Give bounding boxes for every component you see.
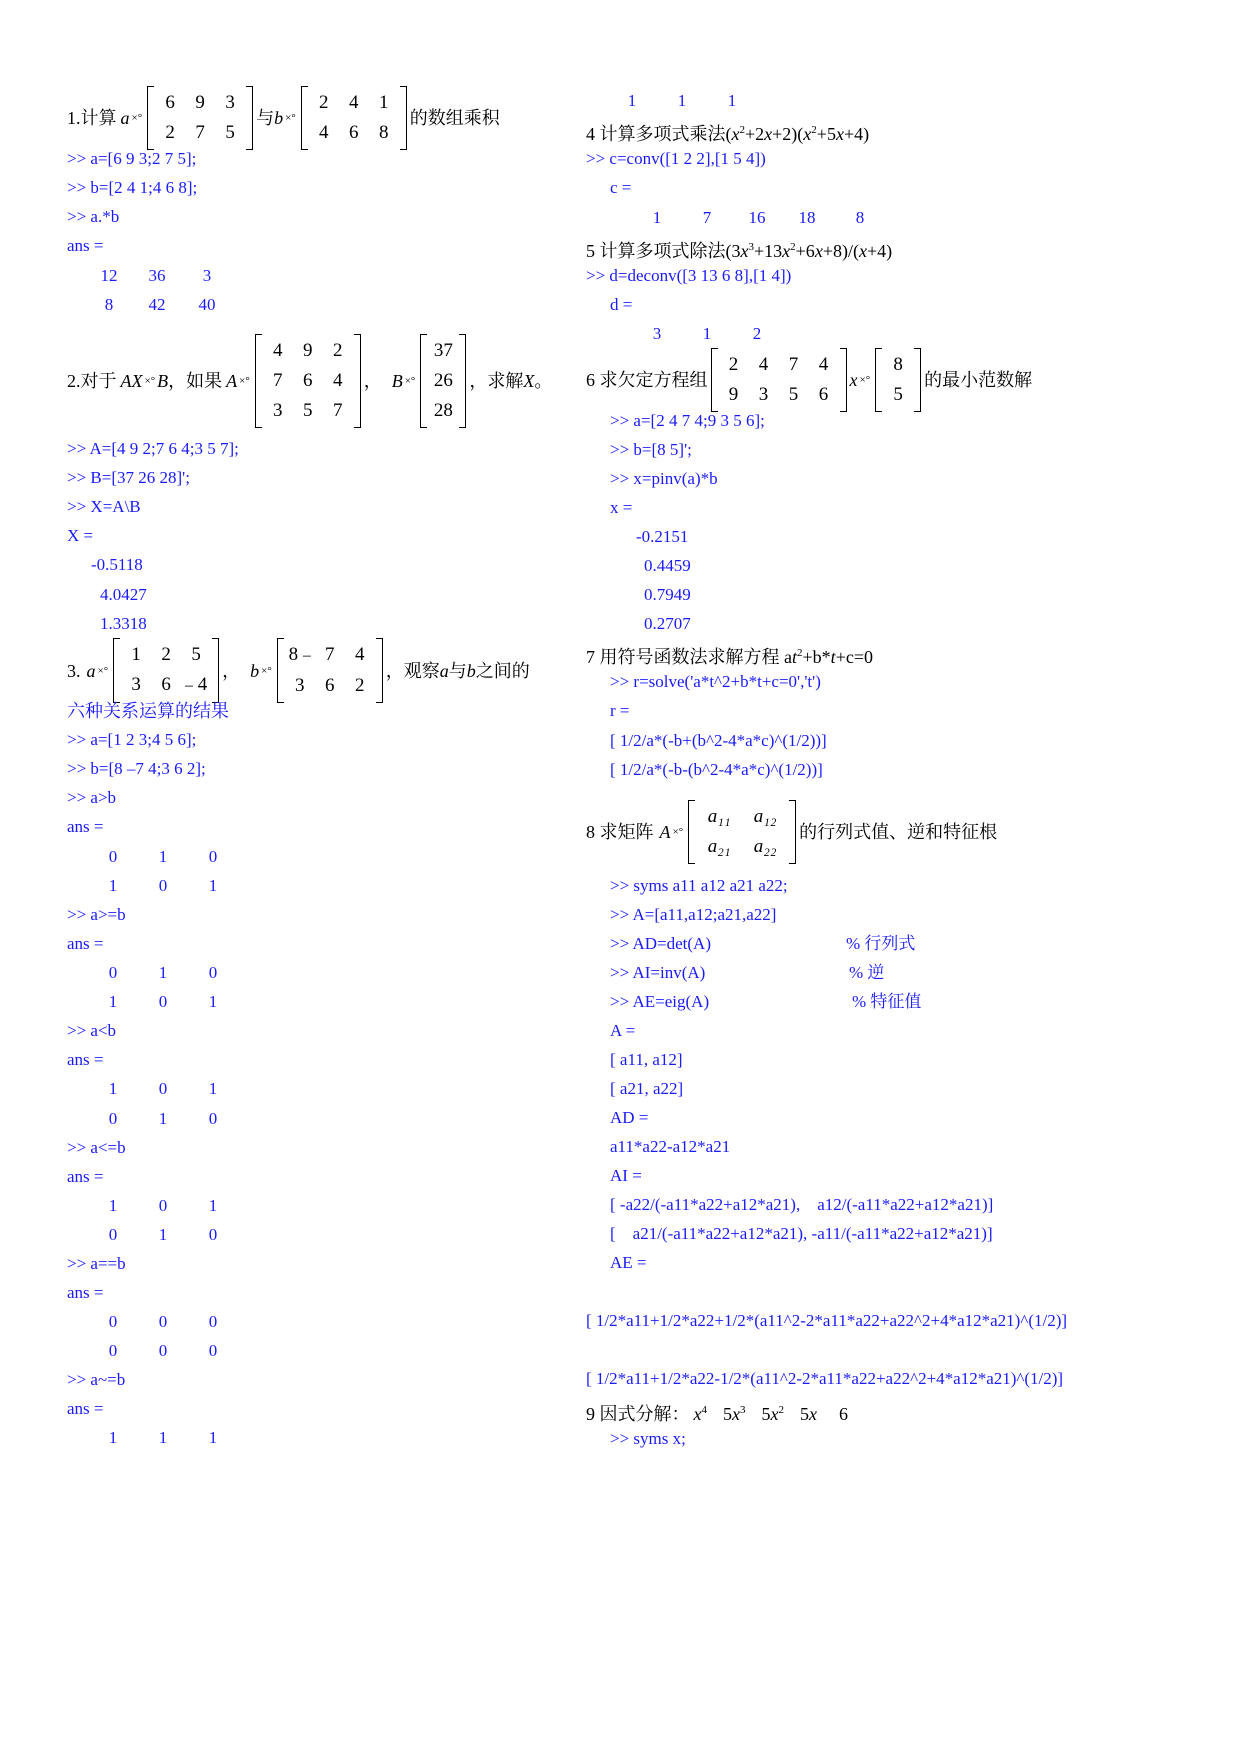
output-cell: 0 bbox=[158, 1196, 168, 1215]
question-text: ，如果 bbox=[168, 371, 223, 391]
output-label: x = bbox=[610, 498, 633, 517]
matrix-cell: 5 bbox=[191, 644, 201, 665]
output-value: 1.3318 bbox=[100, 614, 147, 633]
matrix-cell: 37 bbox=[433, 340, 453, 361]
matrix-cell bbox=[285, 640, 315, 671]
output-value: 0.2707 bbox=[644, 614, 691, 633]
output-label: ans = bbox=[67, 817, 104, 836]
matrix-cell: 3 bbox=[225, 92, 235, 113]
assign-symbol: ×° bbox=[672, 826, 684, 838]
variable: x bbox=[814, 241, 823, 261]
matrix-cell: 7 bbox=[332, 400, 343, 421]
output-cell: 1 bbox=[158, 1428, 168, 1447]
output-cell: 2 bbox=[752, 324, 762, 343]
variable: x bbox=[858, 241, 867, 261]
question-text: +8)/( bbox=[822, 241, 859, 261]
matrix-cell: 6 bbox=[302, 370, 313, 391]
variable: b bbox=[274, 108, 284, 128]
question-text: +4) bbox=[843, 124, 870, 144]
question-text: +2 bbox=[745, 124, 765, 144]
matrix-cell-value: 4 bbox=[197, 674, 208, 695]
matrix-coefficients bbox=[711, 348, 847, 412]
matrix-b bbox=[420, 334, 466, 428]
output-row bbox=[88, 962, 238, 984]
code-line: >> syms x; bbox=[610, 1429, 686, 1448]
output-cell: 1 bbox=[208, 992, 218, 1011]
variable: x bbox=[809, 1404, 817, 1424]
code-line: >> X=A\B bbox=[67, 497, 141, 516]
question-3 bbox=[67, 638, 530, 703]
code-line: >> b=[8 5]'; bbox=[610, 440, 692, 459]
matrix-cell: 4 bbox=[348, 92, 359, 113]
matrix-cell: 5 bbox=[302, 400, 313, 421]
output-row bbox=[88, 991, 238, 1013]
code-line: >> d=deconv([3 13 6 8],[1 4]) bbox=[586, 266, 792, 285]
matrix-a bbox=[113, 638, 219, 703]
variable: x bbox=[693, 1404, 702, 1424]
assign-symbol: ×° bbox=[97, 664, 109, 677]
question-2 bbox=[67, 334, 552, 428]
code-line: >> x=pinv(a)*b bbox=[610, 469, 718, 488]
matrix-cell: 9 bbox=[302, 340, 313, 361]
output-label: c = bbox=[610, 178, 632, 197]
output-cell: 0 bbox=[208, 1312, 218, 1331]
variable: x bbox=[740, 241, 749, 261]
code-comment: % 特征值 bbox=[852, 992, 922, 1011]
code-line: >> a=[2 4 7 4;9 3 5 6]; bbox=[610, 411, 765, 430]
output-cell: 0 bbox=[158, 1312, 168, 1331]
assign-symbol: ×° bbox=[131, 112, 143, 124]
assign-symbol: ×° bbox=[144, 375, 156, 387]
assign-symbol: ×° bbox=[285, 112, 296, 124]
output-value: a11*a22-a12*a21 bbox=[610, 1137, 731, 1156]
question-text: 的最小范数解 bbox=[924, 370, 1033, 390]
code-line: >> syms a11 a12 a21 a22; bbox=[610, 876, 788, 895]
output-label: ans = bbox=[67, 934, 104, 953]
output-cell: 12 bbox=[100, 266, 118, 285]
question-number: 3. bbox=[67, 660, 81, 681]
question-text-continuation: 六种关系运算的结果 bbox=[67, 701, 229, 721]
output-row bbox=[88, 1078, 238, 1100]
variable: A bbox=[659, 822, 671, 842]
variable: x bbox=[731, 124, 740, 144]
matrix-rhs bbox=[875, 348, 921, 412]
output-cell: 1 bbox=[158, 963, 168, 982]
coefficient: 5 bbox=[761, 1404, 771, 1424]
output-cell: 0 bbox=[108, 847, 118, 866]
matrix-cell: 9 bbox=[195, 92, 205, 113]
output-label: ans = bbox=[67, 1399, 104, 1418]
variable: A bbox=[226, 371, 238, 391]
output-label: ans = bbox=[67, 1283, 104, 1302]
output-cell: 1 bbox=[108, 992, 118, 1011]
output-label: ans = bbox=[67, 236, 104, 255]
matrix-cell: 6 bbox=[165, 92, 175, 113]
variable: x bbox=[732, 1404, 740, 1424]
code-line: >> a>=b bbox=[67, 905, 126, 924]
code-line: >> a>b bbox=[67, 788, 117, 807]
matrix-cell: 2 bbox=[354, 675, 365, 696]
matrix-cell: 7 bbox=[324, 644, 335, 665]
question-4: 4 计算多项式乘法$(x^2+2x+2)(x^2+5x+4)$ bbox=[586, 124, 870, 144]
output-row bbox=[86, 294, 232, 316]
output-label: ans = bbox=[67, 1050, 104, 1069]
question-7: 7 用符号函数法求解方程 $at^2+b*t+c=0$ bbox=[586, 647, 873, 667]
code-line: >> AI=inv(A) bbox=[610, 963, 706, 982]
matrix-cell: a₁₂ bbox=[753, 806, 777, 827]
output-label: X = bbox=[67, 526, 94, 545]
output-cell: 0 bbox=[158, 876, 168, 895]
matrix-cell: 2 bbox=[161, 644, 171, 665]
question-8 bbox=[586, 800, 997, 864]
separator: ， bbox=[363, 371, 382, 391]
output-cell: 40 bbox=[198, 295, 216, 314]
code-line: >> a=[1 2 3;4 5 6]; bbox=[67, 730, 197, 749]
output-value: -0.2151 bbox=[636, 527, 689, 546]
variable: B bbox=[391, 371, 403, 391]
matrix-cell: 9 bbox=[728, 384, 739, 405]
output-value: [ 1/2/a*(-b-(b^2-4*a*c)^(1/2))] bbox=[610, 760, 823, 779]
matrix-cell: 5 bbox=[893, 384, 903, 405]
code-line: >> a.*b bbox=[67, 207, 120, 226]
variable: x bbox=[803, 124, 812, 144]
code-line: >> a<=b bbox=[67, 1138, 126, 1157]
matrix-cell: 1 bbox=[131, 644, 141, 665]
output-value: [ a21, a22] bbox=[610, 1079, 684, 1098]
matrix-cell: 2 bbox=[165, 122, 175, 143]
variable: t bbox=[830, 647, 836, 667]
separator: ， bbox=[222, 660, 241, 681]
question-text: 4 计算多项式乘法( bbox=[586, 124, 732, 144]
variable: X bbox=[523, 371, 535, 391]
matrix-cell: 2 bbox=[728, 354, 739, 375]
matrix-cell: a₁₁ bbox=[707, 806, 731, 827]
matrix-cell: 4 bbox=[818, 354, 829, 375]
output-value: -0.5118 bbox=[91, 555, 143, 574]
matrix-cell: 2 bbox=[318, 92, 329, 113]
matrix-cell: 4 bbox=[318, 122, 329, 143]
code-comment: % 行列式 bbox=[846, 934, 916, 953]
output-row bbox=[632, 207, 888, 229]
output-value: [ -a22/(-a11*a22+a12*a21), a12/(-a11*a22+a12*a21)] bbox=[610, 1195, 994, 1214]
variable: t bbox=[792, 647, 798, 667]
output-cell: 0 bbox=[158, 992, 168, 1011]
output-row bbox=[88, 1108, 238, 1130]
minus-sign: – bbox=[302, 647, 311, 664]
matrix-cell: 8 bbox=[378, 122, 389, 143]
question-text: ，观察 bbox=[385, 660, 440, 681]
coefficient: 5 bbox=[723, 1404, 732, 1424]
matrix-b bbox=[277, 638, 383, 703]
question-text: +13 bbox=[754, 241, 783, 261]
exponent: 2 bbox=[778, 1404, 784, 1416]
assign-symbol: ×° bbox=[859, 374, 871, 386]
output-row bbox=[88, 1224, 238, 1246]
output-value: [ 1/2*a11+1/2*a22+1/2*(a11^2-2*a11*a22+a22^2+4*a12*a21)^(1/2)] bbox=[586, 1311, 1068, 1330]
matrix-cell: 7 bbox=[195, 122, 205, 143]
question-text: 6 求欠定方程组 bbox=[586, 370, 708, 390]
matrix-cell-value: 8 bbox=[288, 644, 299, 665]
code-line: >> A=[a11,a12;a21,a22] bbox=[610, 905, 777, 924]
question-text: 9 因式分解： bbox=[586, 1404, 690, 1424]
output-row bbox=[88, 1195, 238, 1217]
matrix-cell: 5 bbox=[788, 384, 799, 405]
matrix-cell: 28 bbox=[433, 400, 453, 421]
output-cell: 1 bbox=[108, 1079, 118, 1098]
matrix-cell: 5 bbox=[225, 122, 235, 143]
question-number: 2. bbox=[67, 371, 81, 391]
question-text: 之间的 bbox=[475, 660, 530, 681]
output-label: A = bbox=[610, 1021, 636, 1040]
output-cell: 3 bbox=[202, 266, 212, 285]
code-line: >> AE=eig(A) bbox=[610, 992, 710, 1011]
output-cell: 1 bbox=[158, 847, 168, 866]
output-cell: 1 bbox=[108, 876, 118, 895]
matrix-cell bbox=[181, 670, 211, 701]
output-cell: 3 bbox=[652, 324, 662, 343]
matrix-cell: 3 bbox=[294, 675, 305, 696]
matrix-cell: 4 bbox=[758, 354, 769, 375]
output-cell: 0 bbox=[208, 847, 218, 866]
output-cell: 0 bbox=[208, 1341, 218, 1360]
code-line: >> r=solve('a*t^2+b*t+c=0','t') bbox=[610, 672, 821, 691]
question-text: 。 bbox=[534, 371, 553, 391]
question-text: 的行列式值、逆和特征根 bbox=[799, 822, 998, 842]
output-cell: 0 bbox=[108, 963, 118, 982]
output-label: AD = bbox=[610, 1108, 649, 1127]
question-text: 5 计算多项式除法(3 bbox=[586, 241, 741, 261]
output-cell: 0 bbox=[208, 963, 218, 982]
output-cell: 1 bbox=[727, 91, 737, 110]
variable: x bbox=[849, 370, 858, 390]
question-5: 5 计算多项式除法$(3x^3+13x^2+6x+8)/(x+4)$ bbox=[586, 241, 893, 261]
matrix-cell: 3 bbox=[131, 674, 141, 695]
output-cell: 0 bbox=[108, 1109, 118, 1128]
output-cell: 1 bbox=[677, 91, 687, 110]
question-text: +5 bbox=[816, 124, 836, 144]
question-text: 7 用符号函数法求解方程 a bbox=[586, 647, 792, 667]
output-row bbox=[86, 265, 232, 287]
matrix-cell: 6 bbox=[818, 384, 829, 405]
matrix-cell: 26 bbox=[433, 370, 453, 391]
output-cell: 0 bbox=[208, 1225, 218, 1244]
code-line: >> c=conv([1 2 2],[1 5 4]) bbox=[586, 149, 766, 168]
output-cell: 1 bbox=[208, 1428, 218, 1447]
output-cell: 1 bbox=[627, 91, 637, 110]
question-text: +2)( bbox=[772, 124, 804, 144]
output-value: [ a11, a12] bbox=[610, 1050, 683, 1069]
output-cell: 1 bbox=[108, 1196, 118, 1215]
output-cell: 1 bbox=[158, 1109, 168, 1128]
matrix-cell: a₂₂ bbox=[753, 836, 777, 857]
matrix-cell: 1 bbox=[378, 92, 389, 113]
assign-symbol: ×° bbox=[404, 375, 416, 387]
output-cell: 0 bbox=[208, 1109, 218, 1128]
output-label: AE = bbox=[610, 1253, 647, 1272]
matrix-cell: 4 bbox=[354, 644, 365, 665]
output-cell: 0 bbox=[158, 1079, 168, 1098]
question-text: +c=0 bbox=[835, 647, 873, 667]
coefficient: 6 bbox=[839, 1404, 848, 1424]
output-row bbox=[88, 875, 238, 897]
output-row bbox=[88, 1311, 238, 1333]
output-value: 0.7949 bbox=[644, 585, 691, 604]
variable: a bbox=[120, 108, 130, 128]
output-value: [ 1/2*a11+1/2*a22-1/2*(a11^2-2*a11*a22+a22^2+4*a12*a21)^(1/2)] bbox=[586, 1369, 1064, 1388]
output-value: [ a21/(-a11*a22+a12*a21), -a11/(-a11*a22+a12*a21)] bbox=[610, 1224, 993, 1243]
question-text: ，求解 bbox=[469, 371, 524, 391]
matrix-cell: a₂₁ bbox=[707, 836, 731, 857]
variable: x bbox=[770, 1404, 779, 1424]
question-text: +6 bbox=[795, 241, 815, 261]
matrix-cell: 8 bbox=[893, 354, 903, 375]
matrix-cell: 2 bbox=[332, 340, 343, 361]
output-cell: 0 bbox=[108, 1312, 118, 1331]
output-cell: 16 bbox=[748, 208, 766, 227]
variable: a bbox=[439, 660, 449, 681]
output-cell: 0 bbox=[108, 1341, 118, 1360]
output-cell: 1 bbox=[158, 1225, 168, 1244]
coefficient: 5 bbox=[800, 1404, 809, 1424]
question-text: +b* bbox=[802, 647, 831, 667]
matrix-cell: 4 bbox=[332, 370, 343, 391]
output-cell: 1 bbox=[208, 1079, 218, 1098]
question-text: +4) bbox=[866, 241, 893, 261]
code-line: >> b=[8 –7 4;3 6 2]; bbox=[67, 759, 206, 778]
code-line: >> AD=det(A) bbox=[610, 934, 711, 953]
code-line: >> A=[4 9 2;7 6 4;3 5 7]; bbox=[67, 439, 239, 458]
matrix-a bbox=[147, 86, 253, 150]
matrix-cell: 4 bbox=[272, 340, 283, 361]
matrix-cell: 6 bbox=[324, 675, 335, 696]
output-label: AI = bbox=[610, 1166, 642, 1185]
matrix-cell: 7 bbox=[272, 370, 283, 391]
variable: x bbox=[835, 124, 844, 144]
variable: b bbox=[466, 660, 476, 681]
question-text: 8 求矩阵 bbox=[586, 822, 654, 842]
output-cell: 18 bbox=[798, 208, 816, 227]
question-6 bbox=[586, 348, 1032, 412]
output-cell: 42 bbox=[148, 295, 166, 314]
output-value: [ 1/2/a*(-b+(b^2-4*a*c)^(1/2))] bbox=[610, 731, 827, 750]
exponent: 3 bbox=[740, 1404, 746, 1416]
output-label: d = bbox=[610, 295, 633, 314]
output-cell: 7 bbox=[702, 208, 712, 227]
matrix-cell: 7 bbox=[788, 354, 799, 375]
code-line: >> a~=b bbox=[67, 1370, 126, 1389]
variable: b bbox=[250, 660, 260, 681]
minus-sign: – bbox=[185, 677, 193, 694]
output-cell: 8 bbox=[104, 295, 114, 314]
code-line: >> a=[6 9 3;2 7 5]; bbox=[67, 149, 197, 168]
variable: AX bbox=[120, 371, 143, 391]
output-cell: 1 bbox=[702, 324, 712, 343]
question-text: 与 bbox=[256, 108, 275, 128]
output-value: 0.4459 bbox=[644, 556, 691, 575]
variable: x bbox=[764, 124, 773, 144]
output-row bbox=[88, 1340, 238, 1362]
variable: x bbox=[782, 241, 791, 261]
code-comment: % 逆 bbox=[849, 963, 885, 982]
variable: B bbox=[157, 371, 169, 391]
output-cell: 8 bbox=[855, 208, 865, 227]
code-line: >> b=[2 4 1;4 6 8]; bbox=[67, 178, 198, 197]
output-row bbox=[632, 323, 782, 345]
matrix-b bbox=[301, 86, 407, 150]
variable: a bbox=[86, 660, 96, 681]
output-cell: 36 bbox=[148, 266, 166, 285]
output-cell: 1 bbox=[652, 208, 662, 227]
output-label: r = bbox=[610, 701, 630, 720]
matrix-cell: 3 bbox=[758, 384, 769, 405]
question-text: 与 bbox=[448, 660, 467, 681]
output-label: ans = bbox=[67, 1167, 104, 1186]
question-number: 1. bbox=[67, 108, 81, 128]
matrix-symbolic bbox=[688, 800, 796, 864]
output-cell: 1 bbox=[208, 876, 218, 895]
question-text: 对于 bbox=[80, 371, 117, 391]
matrix-cell: 6 bbox=[161, 674, 171, 695]
output-cell: 1 bbox=[108, 1428, 118, 1447]
question-1 bbox=[67, 86, 500, 150]
question-text: 的数组乘积 bbox=[409, 108, 500, 128]
code-line: >> a==b bbox=[67, 1254, 126, 1273]
assign-symbol: ×° bbox=[239, 375, 250, 387]
matrix-cell: 3 bbox=[272, 400, 283, 421]
question-text: 计算 bbox=[80, 108, 117, 128]
code-line: >> a<b bbox=[67, 1021, 117, 1040]
matrix-cell: 6 bbox=[348, 122, 359, 143]
code-line: >> B=[37 26 28]'; bbox=[67, 468, 190, 487]
matrix-a bbox=[255, 334, 361, 428]
output-row bbox=[88, 846, 238, 868]
output-row bbox=[607, 90, 757, 112]
question-9 bbox=[586, 1399, 848, 1425]
assign-symbol: ×° bbox=[261, 664, 272, 677]
output-cell: 0 bbox=[158, 1341, 168, 1360]
output-cell: 0 bbox=[108, 1225, 118, 1244]
output-value: 4.0427 bbox=[100, 585, 147, 604]
output-row bbox=[88, 1427, 238, 1449]
output-cell: 1 bbox=[208, 1196, 218, 1215]
exponent: 4 bbox=[701, 1404, 707, 1416]
